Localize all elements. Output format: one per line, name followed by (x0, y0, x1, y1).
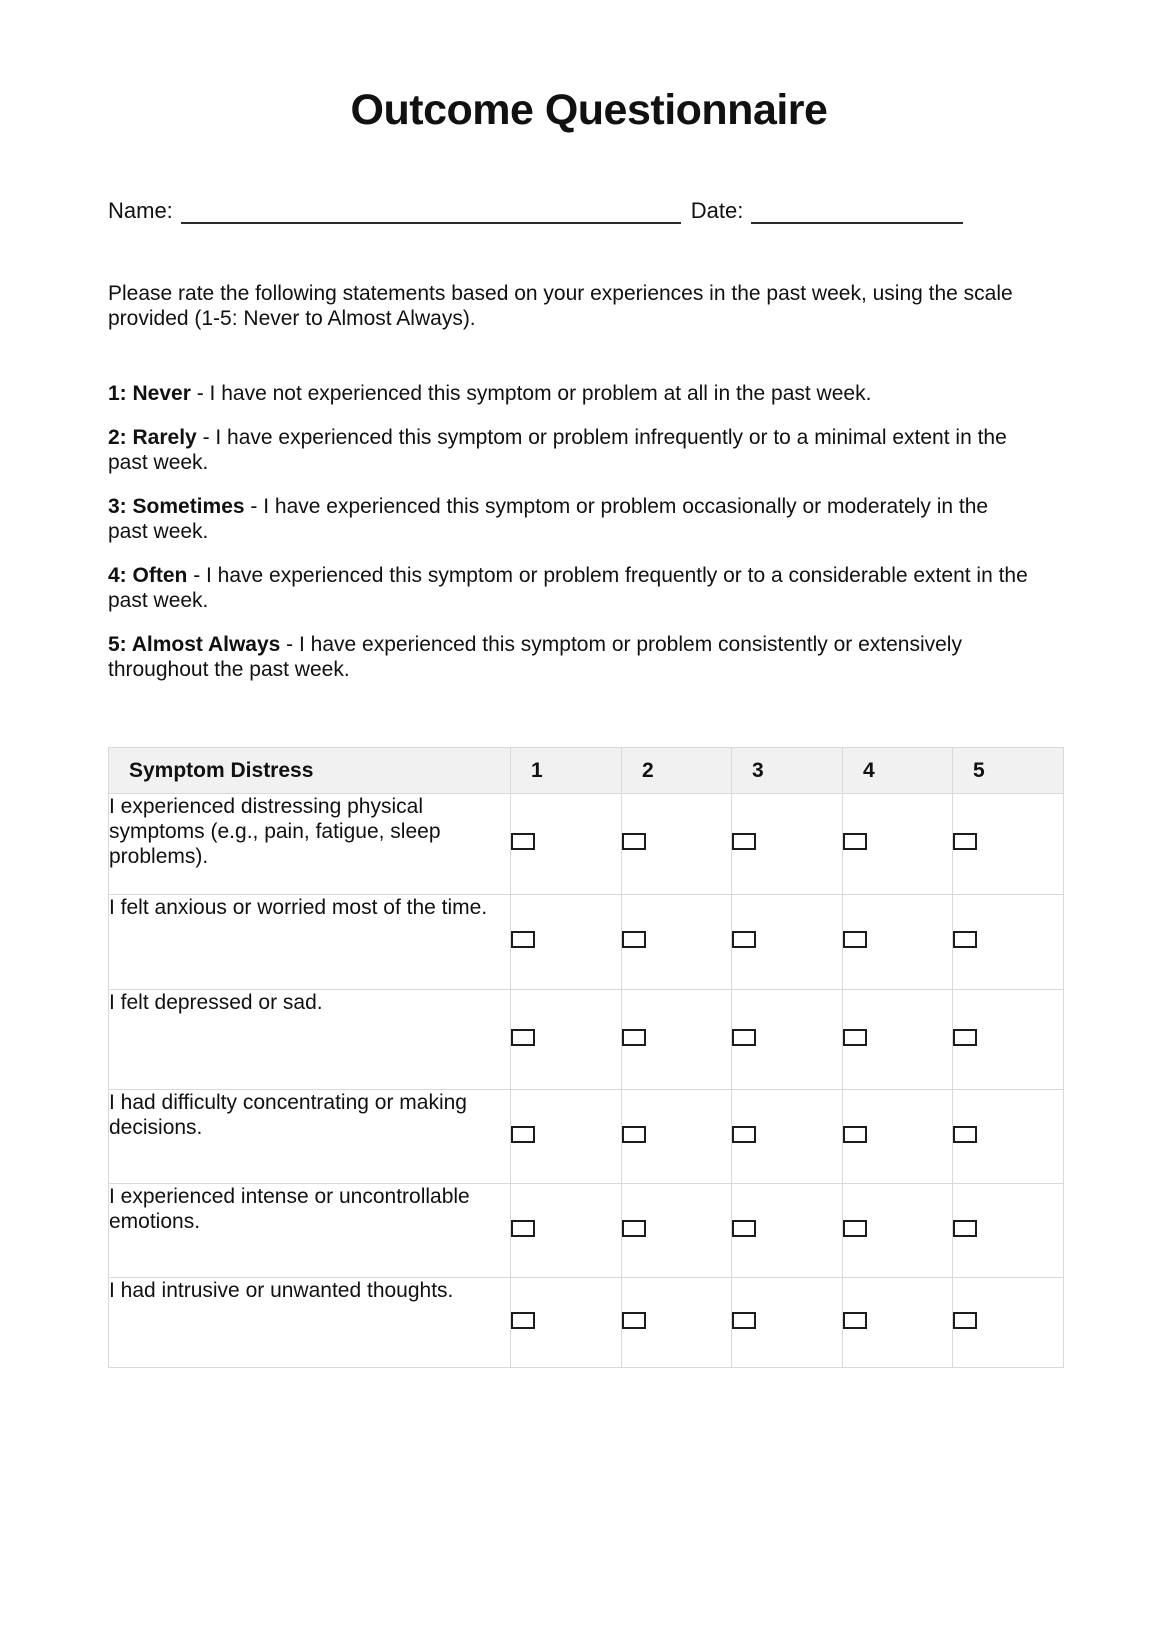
scale-definition-desc: - I have experienced this symptom or problem frequently or to a considerable extent in the past week. (108, 564, 1028, 612)
rating-cell (732, 1278, 843, 1368)
rating-cell (953, 1184, 1064, 1278)
scale-definition-desc: - I have experienced this symptom or problem infrequently or to a minimal extent in the past week. (108, 426, 1007, 474)
symptom-row (109, 990, 1064, 1090)
rating-cell (732, 794, 843, 895)
rating-column-header: 5 (953, 748, 1064, 794)
rating-checkbox[interactable] (843, 833, 867, 850)
scale-definition-label: 1: Never (108, 382, 191, 405)
rating-cell (843, 1184, 953, 1278)
rating-checkbox[interactable] (843, 1312, 867, 1329)
rating-checkbox[interactable] (622, 931, 646, 948)
name-input-line[interactable] (181, 200, 681, 224)
rating-cell (843, 1090, 953, 1184)
symptom-row (109, 794, 1064, 895)
rating-checkbox[interactable] (843, 1126, 867, 1143)
rating-checkbox[interactable] (622, 1029, 646, 1046)
scale-definition (108, 381, 1028, 406)
scale-definition-label: 2: Rarely (108, 426, 197, 449)
rating-checkbox[interactable] (622, 1312, 646, 1329)
rating-checkbox[interactable] (511, 833, 535, 850)
rating-checkbox[interactable] (953, 1126, 977, 1143)
date-input-line[interactable] (751, 200, 963, 224)
scale-definition (108, 494, 1028, 544)
table-header-row (109, 748, 1064, 794)
symptom-statement: I experienced intense or uncontrollable emotions. (109, 1184, 511, 1278)
symptom-row (109, 1278, 1064, 1368)
rating-checkbox[interactable] (732, 1126, 756, 1143)
rating-cell (953, 990, 1064, 1090)
rating-checkbox[interactable] (622, 833, 646, 850)
rating-column-header: 1 (511, 748, 622, 794)
scale-definition-desc: - I have not experienced this symptom or problem at all in the past week. (196, 382, 872, 405)
symptom-statement: I felt depressed or sad. (109, 990, 511, 1090)
table-section-header: Symptom Distress (109, 748, 511, 794)
date-label: Date: (690, 198, 744, 223)
rating-cell (511, 895, 622, 990)
symptom-statement: I experienced distressing physical symptoms (e.g., pain, fatigue, sleep problems). (109, 794, 511, 895)
page-title: Outcome Questionnaire (350, 86, 828, 134)
rating-checkbox[interactable] (953, 1029, 977, 1046)
scale-definition-desc: - I have experienced this symptom or problem consistently or extensively throughout the past week. (108, 633, 962, 681)
symptom-rating-table (108, 747, 1064, 1368)
rating-checkbox[interactable] (953, 931, 977, 948)
rating-checkbox[interactable] (511, 1126, 535, 1143)
rating-checkbox[interactable] (732, 931, 756, 948)
rating-cell (843, 990, 953, 1090)
rating-checkbox[interactable] (953, 1220, 977, 1237)
rating-cell (511, 990, 622, 1090)
scale-definition-label: 5: Almost Always (108, 633, 281, 656)
rating-cell (511, 1184, 622, 1278)
rating-cell (732, 990, 843, 1090)
symptom-statement: I had difficulty concentrating or making decisions. (109, 1090, 511, 1184)
rating-checkbox[interactable] (953, 1312, 977, 1329)
intro-text: Please rate the following statements based on your experiences in the past week, using the scale provided (1-5: Never to Almost Always). (108, 282, 1013, 330)
rating-cell (732, 1090, 843, 1184)
scale-definition-desc: - I have experienced this symptom or problem occasionally or moderately in the past week. (108, 495, 989, 543)
rating-cell (843, 794, 953, 895)
rating-column-header: 2 (622, 748, 732, 794)
rating-cell (732, 1184, 843, 1278)
scale-definitions (108, 381, 1028, 682)
rating-cell (511, 1090, 622, 1184)
rating-checkbox[interactable] (732, 1220, 756, 1237)
rating-cell (622, 1184, 732, 1278)
name-label: Name: (108, 198, 173, 223)
name-date-row (108, 197, 1070, 224)
rating-cell (511, 794, 622, 895)
rating-cell (622, 794, 732, 895)
rating-checkbox[interactable] (511, 1220, 535, 1237)
rating-checkbox[interactable] (622, 1126, 646, 1143)
symptom-statement: I felt anxious or worried most of the time. (109, 895, 511, 990)
rating-checkbox[interactable] (843, 1220, 867, 1237)
symptom-row (109, 1184, 1064, 1278)
scale-definition-label: 3: Sometimes (108, 495, 245, 518)
rating-cell (843, 1278, 953, 1368)
rating-cell (622, 990, 732, 1090)
rating-checkbox[interactable] (953, 833, 977, 850)
rating-checkbox[interactable] (843, 1029, 867, 1046)
scale-definition (108, 563, 1028, 613)
scale-definition-label: 4: Often (108, 564, 188, 587)
symptom-row (109, 1090, 1064, 1184)
rating-checkbox[interactable] (732, 1312, 756, 1329)
rating-checkbox[interactable] (843, 931, 867, 948)
rating-column-header: 3 (732, 748, 843, 794)
rating-checkbox[interactable] (511, 931, 535, 948)
scale-definition (108, 425, 1028, 475)
rating-cell (732, 895, 843, 990)
rating-checkbox[interactable] (622, 1220, 646, 1237)
scale-definition (108, 632, 1028, 682)
symptom-row (109, 895, 1064, 990)
rating-column-header: 4 (843, 748, 953, 794)
rating-checkbox[interactable] (732, 1029, 756, 1046)
symptom-statement: I had intrusive or unwanted thoughts. (109, 1278, 511, 1368)
rating-checkbox[interactable] (511, 1029, 535, 1046)
rating-cell (843, 895, 953, 990)
rating-checkbox[interactable] (732, 833, 756, 850)
rating-cell (622, 1090, 732, 1184)
rating-cell (953, 1090, 1064, 1184)
rating-cell (953, 794, 1064, 895)
rating-cell (622, 895, 732, 990)
rating-cell (511, 1278, 622, 1368)
rating-cell (953, 895, 1064, 990)
rating-cell (953, 1278, 1064, 1368)
rating-cell (622, 1278, 732, 1368)
rating-checkbox[interactable] (511, 1312, 535, 1329)
